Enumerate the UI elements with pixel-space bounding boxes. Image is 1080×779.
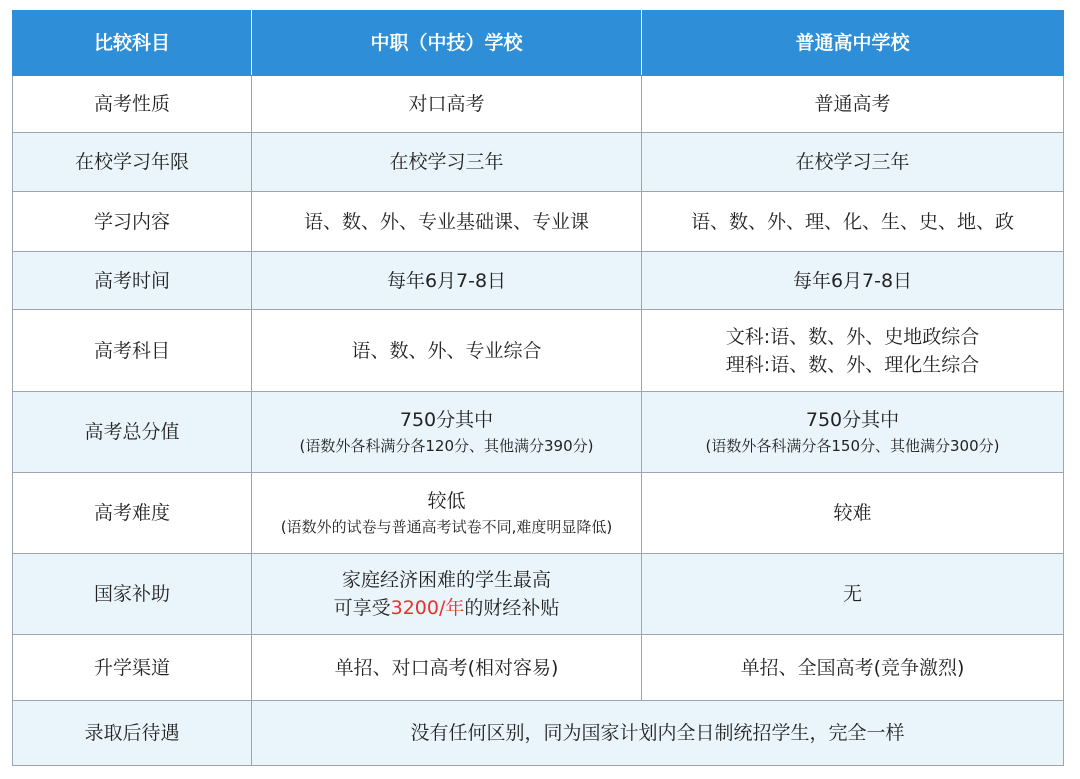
- table-row: [13, 635, 1064, 701]
- table-row: [13, 252, 1064, 310]
- table-row: [13, 310, 1064, 392]
- subsidy-suffix: 的财经补贴: [464, 597, 560, 619]
- cell-regular: 语、数、外、理、化、生、史、地、政: [642, 192, 1064, 252]
- table-row: [13, 192, 1064, 252]
- cell-vocational: 语、数、外、专业基础课、专业课: [252, 192, 642, 252]
- cell-vocational: 单招、对口高考(相对容易): [252, 635, 642, 701]
- row-label: 国家补助: [13, 554, 252, 635]
- cell-vocational: 在校学习三年: [252, 133, 642, 192]
- cell-regular: 较难: [642, 473, 1064, 554]
- cell-vocational: [252, 392, 642, 473]
- table-row: [13, 473, 1064, 554]
- cell-vocational: [252, 554, 642, 635]
- table-row: [13, 76, 1064, 133]
- row-label: 在校学习年限: [13, 133, 252, 192]
- cell-regular: [642, 392, 1064, 473]
- table-row: [13, 554, 1064, 635]
- cell-line: 750分其中: [805, 409, 900, 431]
- table-row: [13, 392, 1064, 473]
- row-label: 高考性质: [13, 76, 252, 133]
- row-label: 高考难度: [13, 473, 252, 554]
- cell-line: 理科:语、数、外、理化生综合: [725, 353, 980, 376]
- table-row: [13, 133, 1064, 192]
- cell-line: 文科:语、数、外、史地政综合: [725, 325, 980, 348]
- row-label: 录取后待遇: [13, 701, 252, 766]
- row-label: 高考科目: [13, 310, 252, 392]
- cell-line: 家庭经济困难的学生最高: [341, 569, 551, 591]
- cell-note: (语数外的试卷与普通高考试卷不同,难度明显降低): [280, 518, 613, 536]
- cell-regular: 普通高考: [642, 76, 1064, 133]
- cell-line: [256, 594, 637, 622]
- cell-line: 较低: [427, 490, 466, 512]
- row-label: 学习内容: [13, 192, 252, 252]
- cell-regular: [642, 310, 1064, 392]
- cell-vocational: 对口高考: [252, 76, 642, 133]
- cell-vocational: [252, 473, 642, 554]
- cell-merged: 没有任何区别，同为国家计划内全日制统招学生，完全一样: [252, 701, 1064, 766]
- cell-line: 750分其中: [399, 409, 494, 431]
- table-row: [13, 701, 1064, 766]
- cell-vocational: 语、数、外、专业综合: [252, 310, 642, 392]
- comparison-table-wrapper: [12, 10, 1063, 766]
- row-label: 高考总分值: [13, 392, 252, 473]
- comparison-table: [12, 10, 1064, 766]
- cell-regular: 每年6月7-8日: [642, 252, 1064, 310]
- cell-note: (语数外各科满分各120分、其他满分390分): [299, 437, 594, 455]
- row-label: 高考时间: [13, 252, 252, 310]
- subsidy-amount: 3200/年: [390, 597, 465, 619]
- subsidy-prefix: 可享受: [333, 597, 391, 619]
- row-label: 升学渠道: [13, 635, 252, 701]
- header-regular-high-school: 普通高中学校: [642, 11, 1064, 76]
- cell-regular: 无: [642, 554, 1064, 635]
- header-vocational-school: 中职（中技）学校: [252, 11, 642, 76]
- header-subject: 比较科目: [13, 11, 252, 76]
- table-header-row: [13, 11, 1064, 76]
- cell-vocational: 每年6月7-8日: [252, 252, 642, 310]
- cell-note: (语数外各科满分各150分、其他满分300分): [705, 437, 1000, 455]
- cell-regular: 在校学习三年: [642, 133, 1064, 192]
- cell-regular: 单招、全国高考(竞争激烈): [642, 635, 1064, 701]
